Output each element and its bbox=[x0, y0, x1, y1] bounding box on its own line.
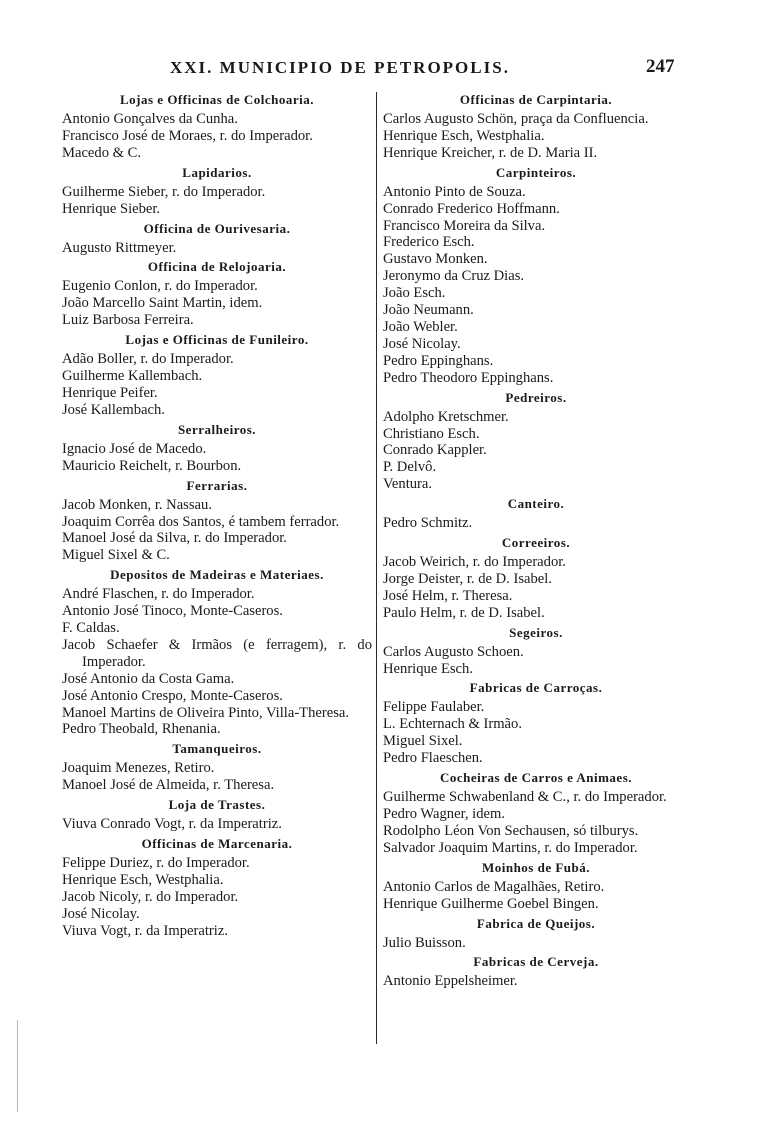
directory-entry: Pedro Flaeschen. bbox=[383, 750, 483, 767]
directory-entry: Antonio José Tinoco, Monte-Caseros. bbox=[62, 603, 283, 620]
directory-entry: Guilherme Schwabenland & C., r. do Imperador. bbox=[383, 789, 667, 806]
directory-entry: João Neumann. bbox=[383, 302, 474, 319]
directory-entry: Miguel Sixel & C. bbox=[62, 547, 170, 564]
section-officinas-de-carpintaria bbox=[383, 92, 689, 162]
directory-entry: Manoel José da Silva, r. do Imperador. bbox=[62, 530, 287, 547]
directory-entry: Francisco Moreira da Silva. bbox=[383, 217, 546, 234]
directory-entry: Frederico Esch. bbox=[383, 234, 475, 251]
section-title: Segeiros. bbox=[509, 624, 563, 640]
section-tamanqueiros bbox=[62, 741, 372, 794]
directory-entry: F. Caldas. bbox=[62, 620, 120, 637]
directory-entry: Antonio Eppelsheimer. bbox=[383, 973, 518, 990]
page-number: 247 bbox=[646, 56, 675, 77]
section-fabricas-de-cerveja bbox=[383, 954, 689, 990]
directory-entry: João Webler. bbox=[383, 318, 458, 335]
directory-entry: Miguel Sixel. bbox=[383, 733, 463, 750]
section-title: Officina de Ourivesaria. bbox=[143, 220, 291, 236]
directory-entry: Viuva Conrado Vogt, r. da Imperatriz. bbox=[62, 816, 282, 833]
directory-entry: Jacob Schaefer & Irmãos (e ferragem), r. do Imperador. bbox=[62, 636, 372, 670]
directory-entry: Conrado Frederico Hoffmann. bbox=[383, 200, 560, 217]
directory-entry: Julio Buisson. bbox=[383, 934, 466, 951]
directory-entry: Joaquim Menezes, Retiro. bbox=[62, 760, 215, 777]
directory-entry: André Flaschen, r. do Imperador. bbox=[62, 586, 255, 603]
directory-entry: José Helm, r. Theresa. bbox=[383, 587, 513, 604]
directory-entry: José Antonio Crespo, Monte-Caseros. bbox=[62, 687, 283, 704]
section-title: Officina de Relojoaria. bbox=[147, 259, 287, 275]
directory-entry: Viuva Vogt, r. da Imperatriz. bbox=[62, 922, 228, 939]
page-header bbox=[0, 58, 768, 86]
directory-entry: Felippe Faulaber. bbox=[383, 699, 485, 716]
section-title: Officinas de Carpintaria. bbox=[459, 92, 613, 107]
directory-entry: Henrique Kreicher, r. de D. Maria II. bbox=[383, 144, 598, 161]
section-correeiros bbox=[383, 535, 689, 622]
section-title: Correeiros. bbox=[501, 535, 571, 551]
left-column bbox=[62, 89, 372, 940]
section-lapidarios bbox=[62, 165, 372, 218]
section-title: Tamanqueiros. bbox=[172, 741, 262, 757]
directory-entry: Augusto Rittmeyer. bbox=[62, 239, 177, 256]
section-title: Ferrarias. bbox=[186, 477, 248, 493]
section-depositos-de-madeiras-e-materiaes bbox=[62, 567, 372, 738]
directory-entry: Antonio Carlos de Magalhães, Retiro. bbox=[383, 878, 605, 895]
directory-entry: Ignacio José de Macedo. bbox=[62, 440, 207, 457]
directory-entry: Guilherme Sieber, r. do Imperador. bbox=[62, 183, 266, 200]
directory-entry: Adolpho Kretschmer. bbox=[383, 408, 509, 425]
section-officinas-de-marcenaria bbox=[62, 836, 372, 940]
page-title: XXI. MUNICIPIO DE PETROPOLIS. bbox=[170, 58, 510, 77]
directory-entry: Jacob Monken, r. Nassau. bbox=[62, 496, 212, 513]
directory-entry: Ventura. bbox=[383, 476, 433, 493]
directory-entry: Christiano Esch. bbox=[383, 425, 480, 442]
section-title: Depositos de Madeiras e Materiaes. bbox=[110, 567, 324, 583]
directory-entry: José Kallembach. bbox=[62, 401, 165, 418]
directory-entry: Salvador Joaquim Martins, r. do Imperador. bbox=[383, 839, 638, 856]
directory-entry: Luiz Barbosa Ferreira. bbox=[62, 312, 194, 329]
directory-entry: Henrique Guilherme Goebel Bingen. bbox=[383, 895, 599, 912]
section-title: Loja de Trastes. bbox=[168, 797, 266, 813]
directory-entry: Macedo & C. bbox=[62, 144, 142, 161]
directory-entry: Henrique Sieber. bbox=[62, 200, 161, 217]
section-serralheiros bbox=[62, 422, 372, 475]
section-title: Moinhos de Fubá. bbox=[481, 859, 591, 875]
directory-entry: Jacob Nicoly, r. do Imperador. bbox=[62, 888, 239, 905]
margin-line bbox=[17, 1020, 18, 1112]
section-cocheiras-de-carros-e-animaes bbox=[383, 770, 689, 857]
section-title: Pedreiros. bbox=[505, 389, 567, 405]
directory-entry: Antonio Pinto de Souza. bbox=[383, 183, 526, 200]
directory-entry: Jorge Deister, r. de D. Isabel. bbox=[383, 570, 552, 587]
section-ferrarias bbox=[62, 478, 372, 565]
directory-entry: Adão Boller, r. do Imperador. bbox=[62, 351, 234, 368]
directory-entry: Manoel José de Almeida, r. Theresa. bbox=[62, 777, 275, 794]
directory-entry: Eugenio Conlon, r. do Imperador. bbox=[62, 278, 258, 295]
directory-entry: Antonio Gonçalves da Cunha. bbox=[62, 111, 238, 127]
directory-entry: Manoel Martins de Oliveira Pinto, Villa-Theresa. bbox=[62, 704, 350, 721]
section-lojas-e-officinas-de-colchoaria bbox=[62, 92, 372, 162]
directory-entry: Mauricio Reichelt, r. Bourbon. bbox=[62, 457, 242, 474]
directory-entry: João Marcello Saint Martin, idem. bbox=[62, 295, 263, 312]
section-title: Lapidarios. bbox=[182, 164, 252, 180]
directory-entry: Pedro Wagner, idem. bbox=[383, 806, 505, 822]
directory-entry: Paulo Helm, r. de D. Isabel. bbox=[383, 604, 545, 621]
section-title: Officinas de Marcenaria. bbox=[141, 836, 293, 852]
directory-entry: José Nicolay. bbox=[62, 905, 140, 922]
section-officina-de-relojoaria bbox=[62, 259, 372, 329]
directory-entry: P. Delvô. bbox=[383, 459, 437, 476]
directory-entry: Conrado Kappler. bbox=[383, 442, 487, 459]
directory-entry: Pedro Schmitz. bbox=[383, 515, 473, 532]
directory-entry: Henrique Esch. bbox=[383, 660, 473, 677]
section-loja-de-trastes bbox=[62, 797, 372, 833]
section-moinhos-de-fuba bbox=[383, 860, 689, 913]
directory-entry: Henrique Esch, Westphalia. bbox=[383, 127, 545, 144]
section-title: Fabricas de Cerveja. bbox=[473, 954, 599, 970]
directory-entry: Joaquim Corrêa dos Santos, é tambem ferrador. bbox=[62, 513, 340, 530]
column-divider bbox=[376, 92, 377, 1044]
section-title: Cocheiras de Carros e Animaes. bbox=[439, 770, 633, 786]
right-column bbox=[383, 89, 689, 990]
section-title: Serralheiros. bbox=[177, 421, 257, 437]
directory-entry: L. Echternach & Irmão. bbox=[383, 716, 522, 733]
directory-entry: Guilherme Kallembach. bbox=[62, 368, 203, 385]
directory-entry: Jeronymo da Cruz Dias. bbox=[383, 268, 525, 285]
section-title: Fabrica de Queijos. bbox=[476, 915, 596, 931]
directory-entry: José Antonio da Costa Gama. bbox=[62, 670, 235, 687]
directory-entry: Henrique Peifer. bbox=[62, 384, 158, 401]
section-canteiro bbox=[383, 496, 689, 532]
directory-entry: Jacob Weirich, r. do Imperador. bbox=[383, 554, 566, 571]
directory-entry: Gustavo Monken. bbox=[383, 251, 488, 268]
section-fabrica-de-queijos bbox=[383, 916, 689, 952]
directory-entry: Rodolpho Léon Von Sechausen, só tilburys. bbox=[383, 822, 639, 839]
section-title: Lojas e Officinas de Funileiro. bbox=[125, 332, 309, 348]
section-pedreiros bbox=[383, 390, 689, 494]
directory-entry: Pedro Eppinghans. bbox=[383, 352, 494, 369]
section-lojas-e-officinas-de-funileiro bbox=[62, 332, 372, 419]
section-officina-de-ourivesaria bbox=[62, 221, 372, 257]
directory-entry: Carlos Augusto Schön, praça da Confluencia. bbox=[383, 111, 649, 127]
directory-entry: Carlos Augusto Schoen. bbox=[383, 643, 524, 660]
section-title: Carpinteiros. bbox=[495, 164, 577, 180]
directory-entry: Francisco José de Moraes, r. do Imperador. bbox=[62, 127, 313, 144]
directory-entry: José Nicolay. bbox=[383, 335, 461, 352]
section-title: Canteiro. bbox=[507, 496, 565, 512]
directory-entry: João Esch. bbox=[383, 285, 446, 302]
section-fabricas-de-carrocas bbox=[383, 680, 689, 767]
section-carpinteiros bbox=[383, 165, 689, 387]
section-title: Fabricas de Carroças. bbox=[469, 680, 603, 696]
directory-entry: Pedro Theobald, Rhenania. bbox=[62, 721, 221, 738]
section-title: Lojas e Officinas de Colchoaria. bbox=[119, 92, 314, 107]
directory-entry: Pedro Theodoro Eppinghans. bbox=[383, 369, 554, 386]
section-segeiros bbox=[383, 625, 689, 678]
directory-entry: Felippe Duriez, r. do Imperador. bbox=[62, 855, 250, 872]
directory-entry: Henrique Esch, Westphalia. bbox=[62, 872, 224, 888]
